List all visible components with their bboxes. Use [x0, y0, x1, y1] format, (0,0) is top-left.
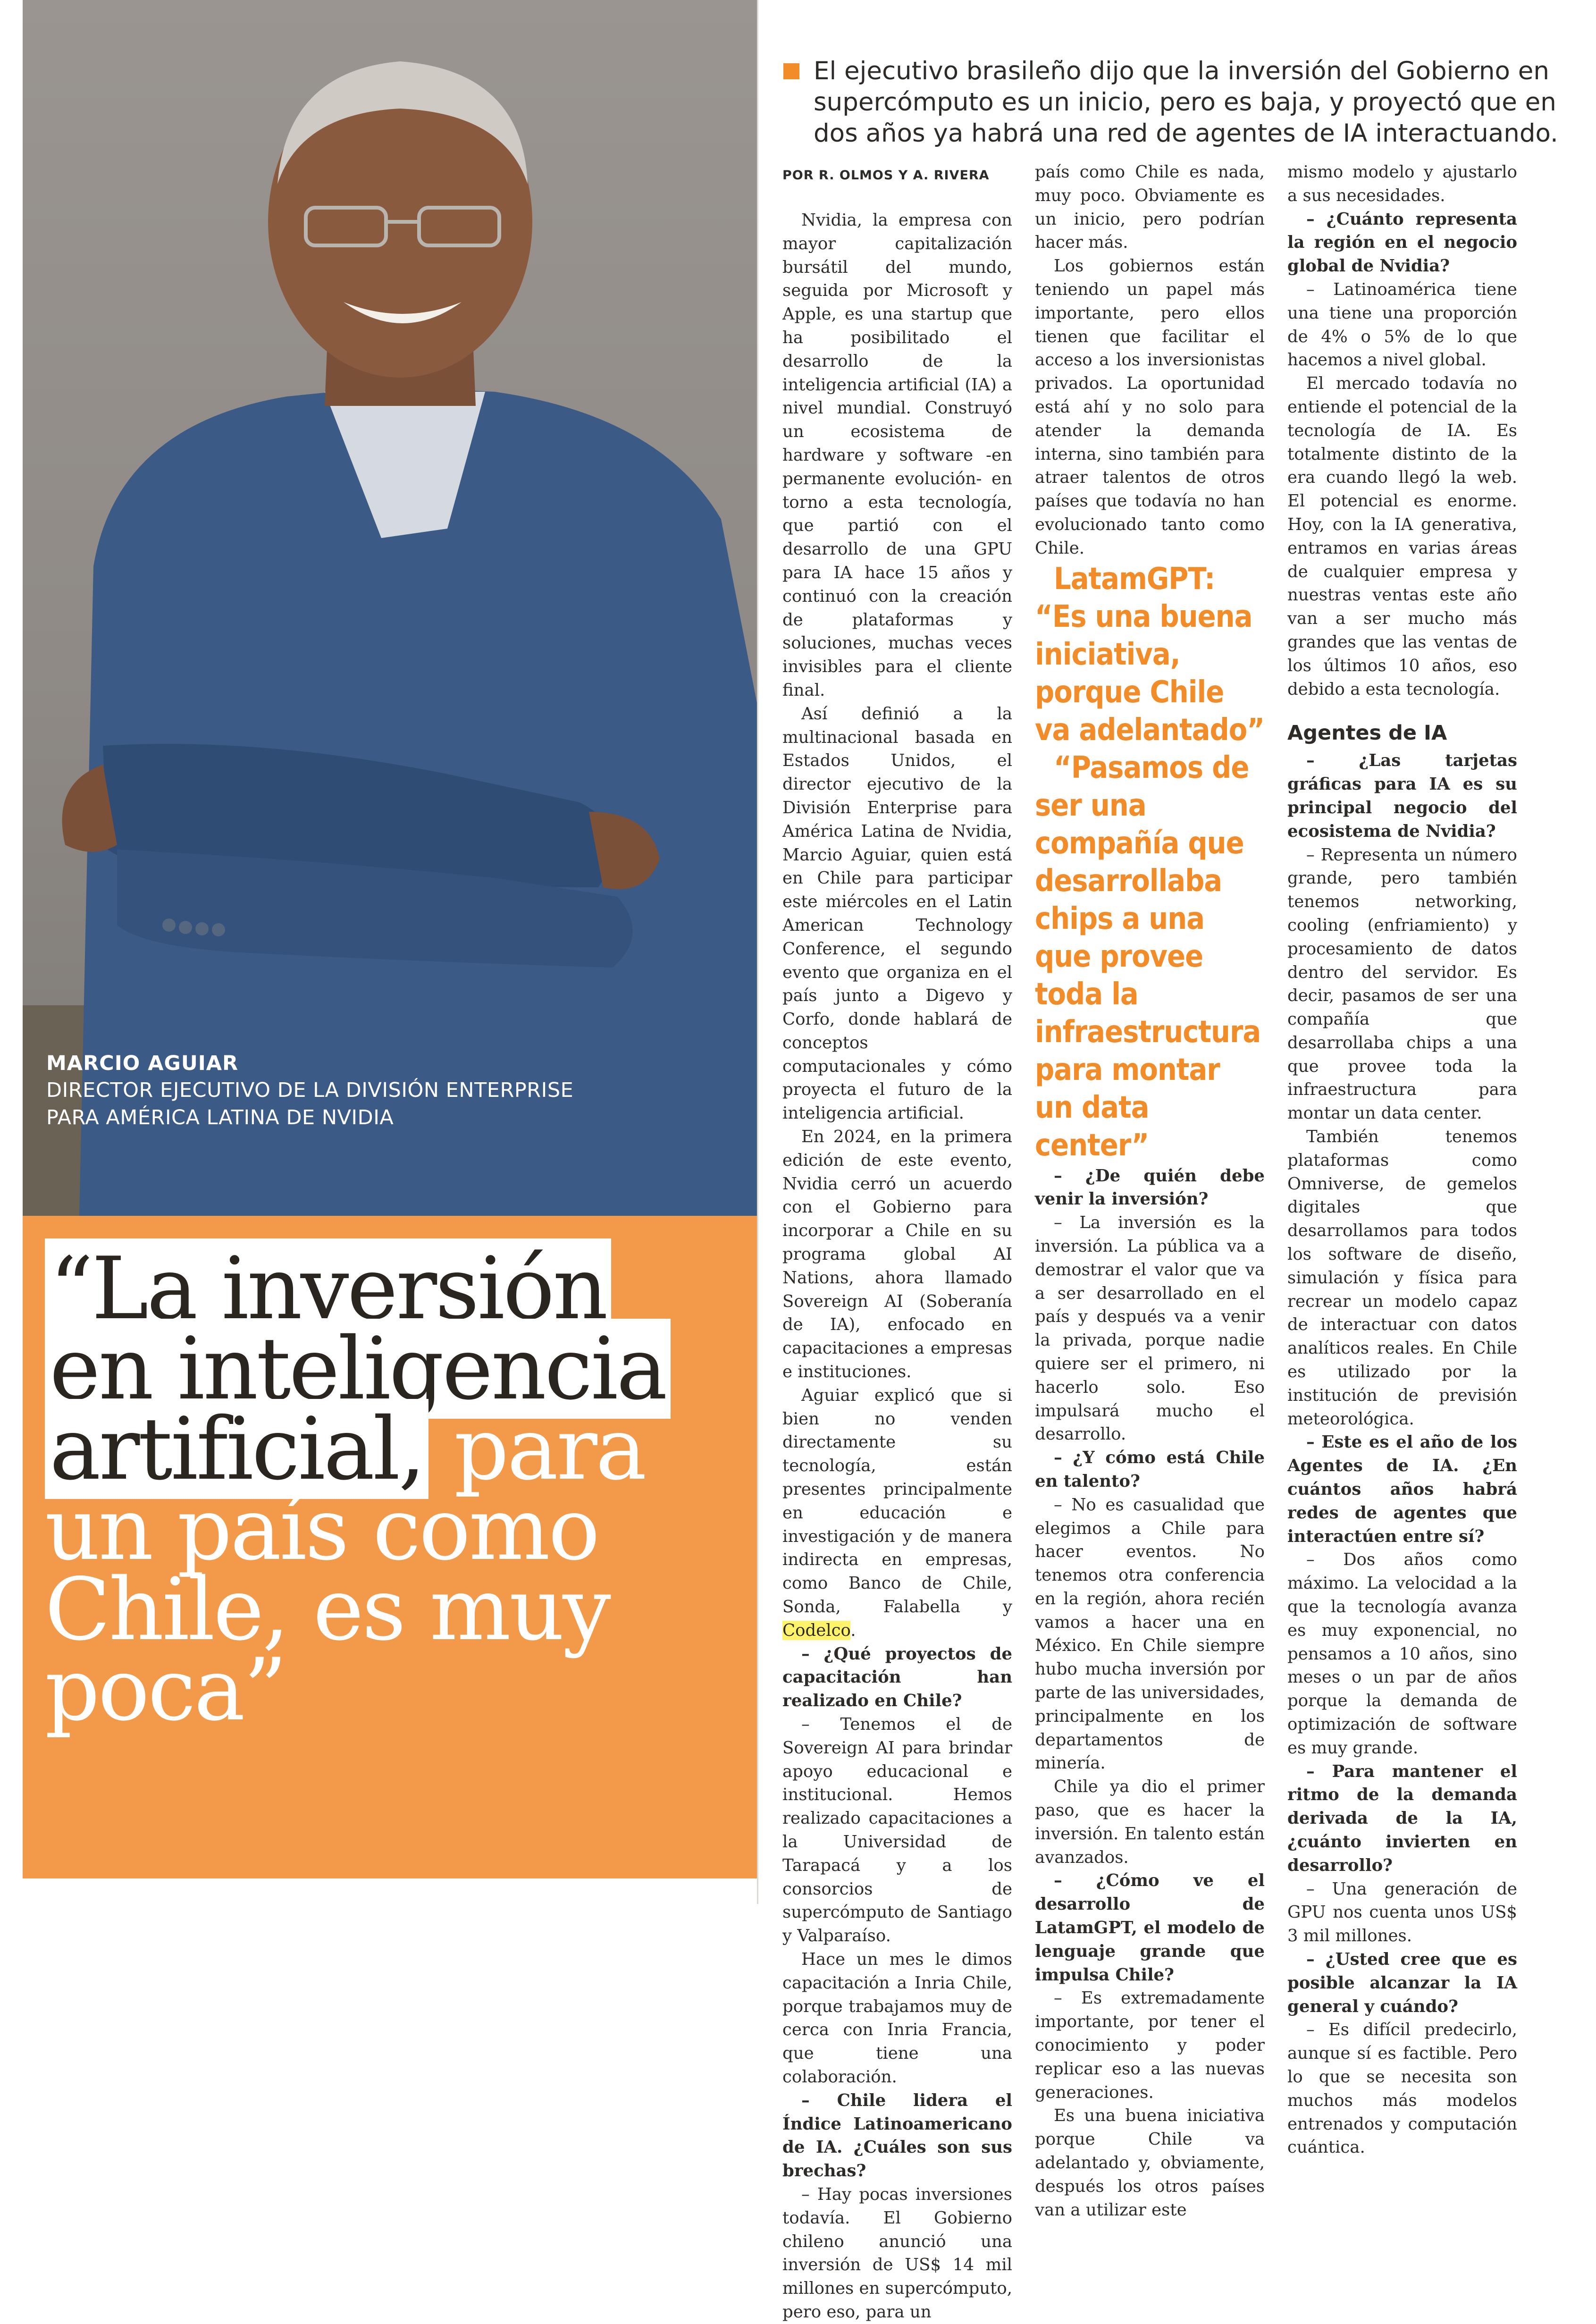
paragraph: Nvidia, la empresa con mayor capitalización bursátil del mundo, seguida por Microsoft y Apple, es una startup que ha posibilitado el desarrollo de la inteligencia artificial (IA) a nivel mundial. Construyó un ecosistema de hardware y software -en permanente evolución- en torno a esta tecnología, que partió con el desarrollo de una GPU para IA hace 15 años y continuó con la creación de plataformas y soluciones, muchas veces invisibles para el cliente final.	[782, 211, 1012, 700]
paragraph: Hace un mes le dimos capacitación a Inria Chile, porque trabajamos muy de cerca con Inria Francia, que tiene una colaboración.	[782, 1949, 1012, 2087]
interview-answer: – Hay pocas inversiones todavía. El Gobierno chileno anunció una inversión de US$ 14 mil millones en supercómputo, pero eso, para un	[782, 2184, 1012, 2322]
paragraph: También tenemos plataformas como Omniverse, de gemelos digitales que desarrollamos para todos los software de diseño, simulación y física para recrear un modelo capaz de interactuar con datos analíticos reales. En Chile es utilizado por la institución de previsión meteorológica.	[1287, 1127, 1517, 1429]
paragraph: Los gobiernos están teniendo un papel más importante, pero ellos tienen que facilitar el acceso a los inversionistas privados. La oportunidad está ahí y no solo para atender la demanda interna, sino también para atraer talentos de otros países que todavía no han evolucionado tanto como Chile.	[1035, 256, 1265, 558]
paragraph: Es una buena iniciativa porque Chile va adelantado y, obviamente, después los otros países van a utilizar este	[1035, 2106, 1265, 2220]
paragraph: En 2024, en la primera edición de este evento, Nvidia cerró un acuerdo con el Gobierno para incorporar a Chile en su programa global AI Nations, ahora llamado Sovereign AI (Soberanía de IA), enfocado en capacitaciones a empresas e instituciones.	[782, 1127, 1012, 1382]
interview-question: – ¿Cuánto representa la región en el negocio global de Nvidia?	[1287, 209, 1517, 276]
interview-answer: – Latinoamérica tiene una tiene una proporción de 4% o 5% de lo que hacemos a nivel global.	[1287, 279, 1517, 370]
headline-quote	[45, 1238, 734, 1740]
paragraph-end: .	[850, 1620, 856, 1640]
headline-highlighted: “La inversión en inteligencia artificial,	[45, 1238, 671, 1499]
caption-role: DIRECTOR EJECUTIVO DE LA DIVISIÓN ENTERPRISE PARA AMÉRICA LATINA DE NVIDIA	[46, 1078, 574, 1129]
portrait-photo	[23, 0, 758, 1216]
interview-answer: – No es casualidad que elegimos a Chile para hacer eventos. No tenemos otra conferencia en la región, ahora recién vamos a hacer una en México. En Chile siempre hubo mucha inversión por parte de las universidades, principalmente en los departamentos de minería.	[1035, 1495, 1265, 1773]
article-column-3	[1287, 160, 1517, 2159]
portrait-illustration	[23, 0, 758, 1216]
interview-question: – ¿Qué proyectos de capacitación han realizado en Chile?	[782, 1644, 1012, 1711]
caption-name: MARCIO AGUIAR	[46, 1052, 239, 1075]
interview-answer: – Una generación de GPU nos cuenta unos US$ 3 mil millones.	[1287, 1879, 1517, 1946]
paragraph: Chile ya dio el primer paso, que es hacer la inversión. En talento están avanzados.	[1035, 1777, 1265, 1867]
interview-answer: – Es difícil predecirlo, aunque sí es factible. Pero lo que se necesita son muchos más modelos entrenados y computación cuántica.	[1287, 2020, 1517, 2157]
column-divider	[757, 0, 758, 1904]
headline-rest: para un país como Chile, es muy poca”	[45, 1399, 645, 1740]
interview-question: – ¿Y cómo está Chile en talento?	[1035, 1448, 1265, 1491]
paragraph	[782, 1384, 1012, 1642]
interview-question: – ¿Usted cree que es posible alcanzar la IA general y cuándo?	[1287, 1949, 1517, 2016]
interview-question: – Para mantener el ritmo de la demanda derivada de la IA, ¿cuánto invierten en desarrollo?	[1287, 1761, 1517, 1875]
pull-quote-data-center: “Pasamos de ser una compañía que desarrollaba chips a una que provee toda la infraestructura para montar un data center”	[1035, 750, 1261, 1163]
interview-question: – Chile lidera el Índice Latinoamericano de IA. ¿Cuáles son sus brechas?	[782, 2090, 1012, 2181]
interview-question: – ¿Cómo ve el desarrollo de LatamGPT, el modelo de lenguaje grande que impulsa Chile?	[1035, 1871, 1265, 1985]
interview-answer: – La inversión es la inversión. La pública va a demostrar el valor que va a ser desarrollado en el país y después va a venir la privada, porque nadie quiere ser el primero, ni hacerlo solo. Eso impulsará mucho el desarrollo.	[1035, 1213, 1265, 1444]
paragraph: país como Chile es nada, muy poco. Obviamente es un inicio, pero podrían hacer más.	[1035, 162, 1265, 253]
paragraph-text: Aguiar explicó que si bien no venden directamente su tecnología, están presentes principalmente en educación e investigación y de manera indirecta en empresas, como Banco de Chile, Sonda, Falabella y	[782, 1385, 1012, 1617]
interview-question: – Este es el año de los Agentes de IA. ¿En cuántos años habrá redes de agentes que interactúen entre sí?	[1287, 1432, 1517, 1546]
interview-answer: – Tenemos el de Sovereign AI para brindar apoyo educacional e institucional. Hemos realizado capacitaciones a la Universidad de Tarapacá y a los consorcios de supercómputo de Santiago y Valparaíso.	[782, 1715, 1012, 1946]
lead-square-bullet	[783, 63, 799, 79]
byline: POR R. OLMOS Y A. RIVERA	[782, 168, 990, 183]
interview-question: – ¿De quién debe venir la inversión?	[1035, 1166, 1265, 1209]
paragraph: mismo modelo y ajustarlo a sus necesidades.	[1287, 162, 1517, 205]
interview-answer: – Representa un número grande, pero también tenemos networking, cooling (enfriamiento) y procesamiento de datos dentro del servidor. Es decir, pasamos de ser una compañía que desarrollaba chips a una que provee toda la infraestructura para montar un data center.	[1287, 845, 1517, 1123]
article-column-1	[782, 209, 1012, 2324]
highlighted-word: Codelco	[782, 1620, 851, 1640]
pull-quote-latamgpt: LatamGPT: “Es una buena iniciativa, porque Chile va adelantado”	[1035, 561, 1265, 748]
paragraph: Así definió a la multinacional basada en Estados Unidos, el director ejecutivo de la División Enterprise para América Latina de Nvidia, Marcio Aguiar, quien está en Chile para participar este miércoles en el Latin American Technology Conference, el segundo evento que organiza en el país junto a Digevo y Corfo, donde hablará de conceptos computacionales y cómo proyecta el futuro de la inteligencia artificial.	[782, 704, 1012, 1123]
interview-answer: – Dos años como máximo. La velocidad a la que la tecnología avanza es muy exponencial, no pensamos a 10 años, sino meses o un par de años porque la demanda de optimización de software es muy grande.	[1287, 1550, 1517, 1758]
subheading: Agentes de IA	[1287, 721, 1447, 745]
article-column-2	[1035, 160, 1265, 2222]
interview-answer: – Es extremadamente importante, por tener el conocimiento y poder replicar eso a las nuevas generaciones.	[1035, 1988, 1265, 2102]
paragraph: El mercado todavía no entiende el potencial de la tecnología de IA. Es totalmente distinto de la era cuando llegó la web. El potencial es enorme. Hoy, con la IA generativa, entramos en varias áreas de cualquier empresa y nuestras ventas este año van a ser mucho más grandes que las ventas de los últimos 10 años, eso debido a esta tecnología.	[1287, 374, 1517, 699]
photo-caption	[46, 1050, 589, 1131]
article-lead: El ejecutivo brasileño dijo que la inversión del Gobierno en supercómputo es un inicio, pero es baja, y proyectó que en dos años ya habrá una red de agentes de IA interactuando.	[814, 57, 1558, 148]
interview-question: – ¿Las tarjetas gráficas para IA es su principal negocio del ecosistema de Nvidia?	[1287, 751, 1517, 841]
